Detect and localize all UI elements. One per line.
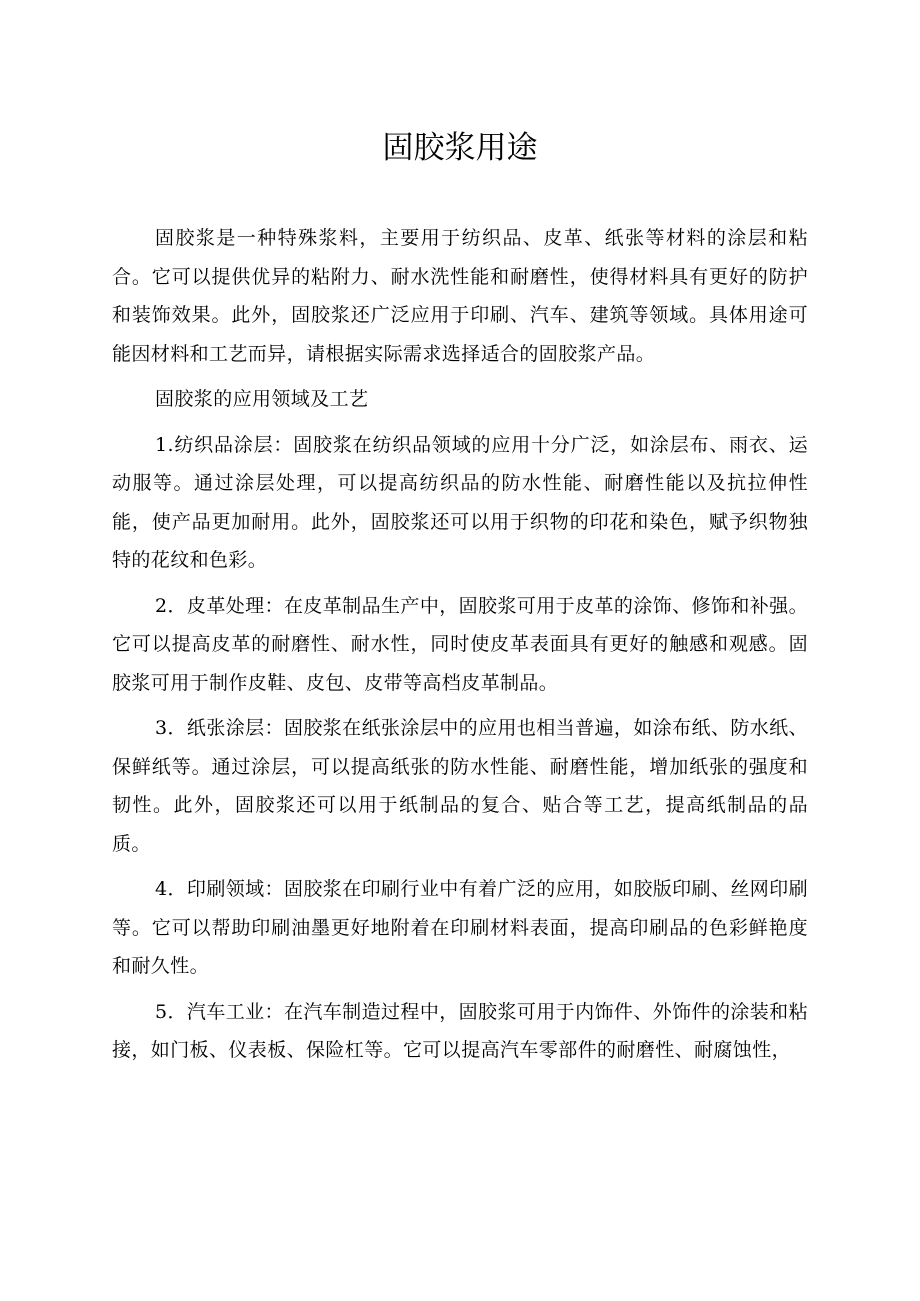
paragraph-intro: 固胶浆是一种特殊浆料，主要用于纺织品、皮革、纸张等材料的涂层和粘合。它可以提供优异的粘附力、耐水洗性能和耐磨性，使得材料具有更好的防护和装饰效果。此外，固胶浆还广泛应用于印刷、汽车、建筑等领域。具体用途可能因材料和工艺而异，请根据实际需求选择适合的固胶浆产品。 — [112, 227, 808, 365]
paragraph-printing: 4．印刷领域：固胶浆在印刷行业中有着广泛的应用，如胶版印刷、丝网印刷等。它可以帮助印刷油墨更好地附着在印刷材料表面，提高印刷品的色彩鲜艳度和耐久性。 — [112, 878, 808, 977]
paragraph-textile-coating: 1.纺织品涂层：固胶浆在纺织品领域的应用十分广泛，如涂层布、雨衣、运动服等。通过涂层处理，可以提高纺织品的防水性能、耐磨性能以及抗拉伸性能，使产品更加耐用。此外，固胶浆还可以用于织物的印花和染色，赋予织物独特的花纹和色彩。 — [112, 433, 808, 571]
paragraph-automotive: 5．汽车工业：在汽车制造过程中，固胶浆可用于内饰件、外饰件的涂装和粘接，如门板、仪表板、保险杠等。它可以提高汽车零部件的耐磨性、耐腐蚀性， — [112, 1000, 808, 1061]
paragraph-paper-coating: 3．纸张涂层：固胶浆在纸张涂层中的应用也相当普遍，如涂布纸、防水纸、保鲜纸等。通过涂层，可以提高纸张的防水性能、耐磨性能，增加纸张的强度和韧性。此外，固胶浆还可以用于纸制品的复合、贴合等工艺，提高纸制品的品质。 — [112, 717, 808, 855]
document-title: 固胶浆用途 — [382, 130, 538, 166]
paragraph-leather-treatment: 2．皮革处理：在皮革制品生产中，固胶浆可用于皮革的涂饰、修饰和补强。它可以提高皮革的耐磨性、耐水性，同时使皮革表面具有更好的触感和观感。固胶浆可用于制作皮鞋、皮包、皮带等高档皮革制品。 — [112, 594, 808, 694]
section-heading: 固胶浆的应用领域及工艺 — [155, 388, 369, 410]
document-body — [112, 219, 808, 1077]
